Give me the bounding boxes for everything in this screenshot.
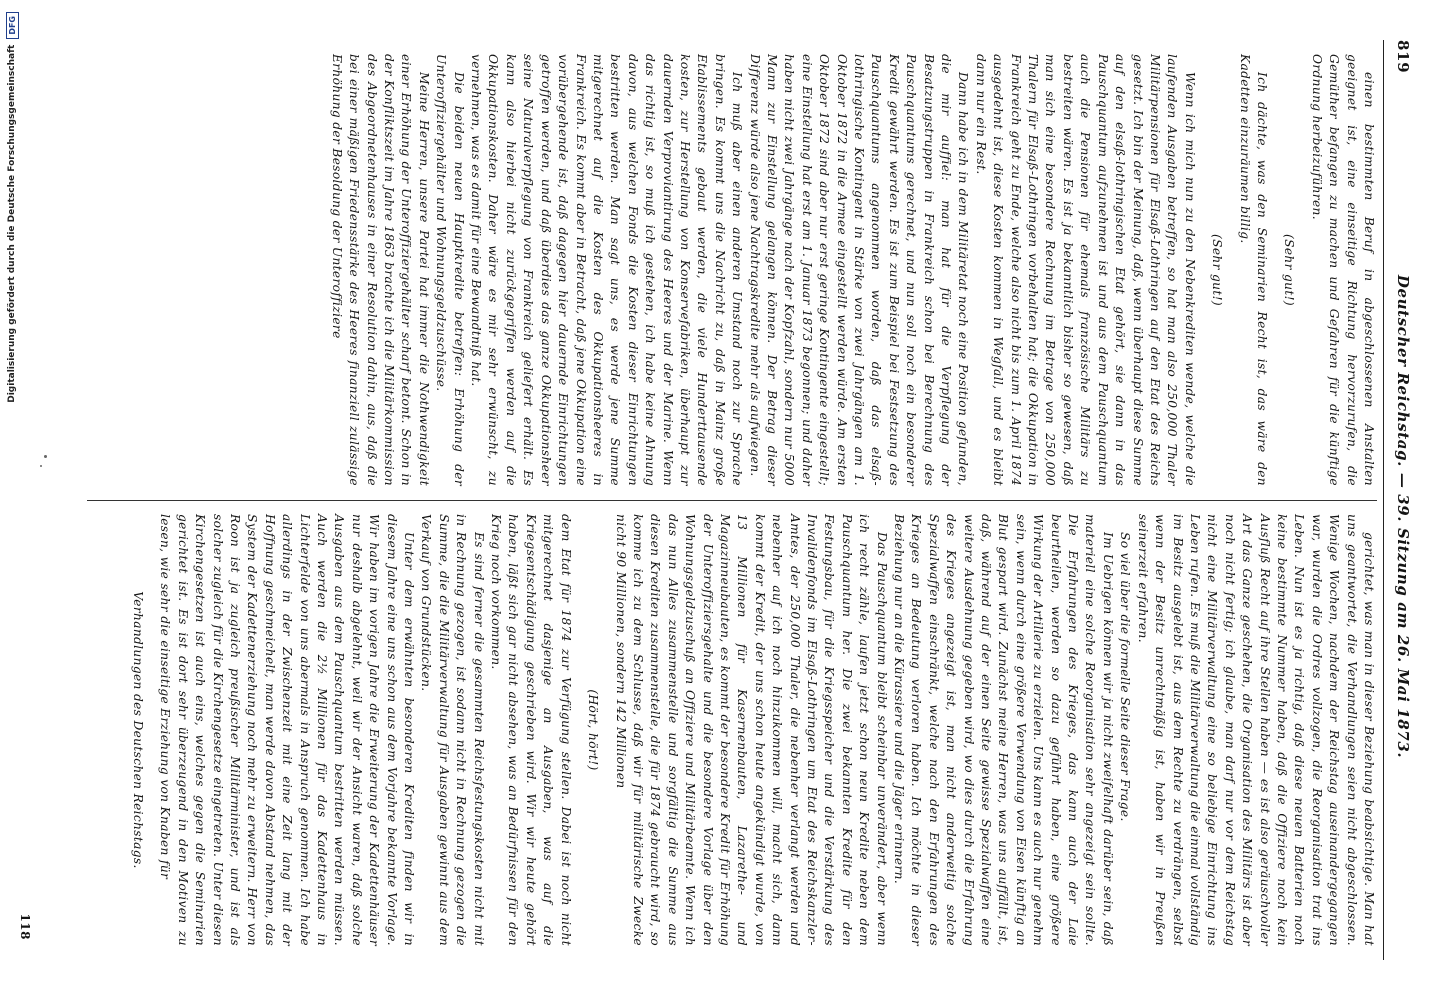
paragraph: Unter dem erwähnten besonderen Krediten finden wir in diesem Jahre eine uns schon aus dem Vorjahre bekannte Vorlage. Wir haben im vorigen Jahre die Erweiterung der Kadettenhäuser nur deshalb abgelehnt, weil wir der Ansicht waren, daß solche Ausgaben aus dem Pauschquantum bestritten werden müssen. Auch werden die 2½ Millionen für das Kadettenhaus in Lichterfelde von uns abermals in Anspruch genommen. Ich habe allerdings in der Zwischenzeit mit eine Zeit lang mit der Hoffnung geschmeichelt, man werde davon Abstand nehmen, das System der Kadettenerziehung noch mehr zu erweitern. Herr von Roon ist ja zugleich preußischer Militärminister, und ist als solcher zugleich für die Kirchengesetze eingetreten. Unter diesen Kirchengesetzen ist auch eins, welches gegen die Seminarien gerichtet ist. Es ist dort sehr überzeugend in den Motiven zu lesen, wie sehr die einseitige Erziehung von Knaben für <box>158 514 417 946</box>
paragraph: Das Pauschquantum bleibt scheinbar unverändert, aber wenn ich recht zähle, laufen jetzt schon neun Kredite neben dem Pauschquantum her. Die zwei bekannten Kredite für den Festungsbau, für die Kriegsspeicher und die Verstärkung des Invalidenfonds im Elsaß-Lothringen um Etat des Reichskanzler-Amtes, der 250,000 Thaler, die nebenher verlangt werden und nebenher auf ich noch hinzukommen will, macht sich, dann kommt der Kredit, der uns schon heute angekündigt wurde, von 13 Millionen für Kasernenbauten, Lazarethe- und Magazinneubauten, es kommt der besondere Kredit für Erhöhung der Unteroffiziersgehalte und die besondere Vorlage über den Wohnungsgeldzuschuß an Offiziere und Militärbeamte. Wenn ich das nun Alles zusammenstelle und sorgfältig die Summe aus diesen Krediten zusammenstelle, die für 1874 gebraucht wird, so komme ich zu dem Schlusse, daß wir für militärische Zwecke nicht 90 Millionen, sondern 142 Millionen <box>613 514 889 946</box>
paragraph: Im Uebrigen können wir ja nicht zweifelhaft darüber sein, daß materiell eine solche Reorganisation sehr angezeigt sein sollte. Die Erfahrungen des Krieges, das kann auch der Laie beurtheilen, werden so dazu geführt haben, eine größere Wirkung der Artillerie zu erzielen. Uns kann es auch nur genehm sein, wenn durch eine größere Verwendung von Eisen künftig an Blut gespart wird. Zunächst meine Herren, was uns auffällt, ist, daß, während auf der einen Seite gewisse Spezialwaffen eine weitere Ausdehnung gegeben wird, wo dies durch die Erfahrung des Krieges angezeigt ist, man nicht anderweitig solche Spezialwaffen einschränkt, welche nach den Erfahrungen des Krieges an Bedeutung verloren haben. Ich möchte in dieser Beziehung nur an die Kürassiere und die Jäger erinnern. <box>892 514 1115 946</box>
paragraph: Meine Herren, unsere Partei hat immer die Nothwendigkeit einer Erhöhung der Unteroffiziergehälter scharf betont. Schon in der Konfliktszeit im Jahre 1863 brachte ich die Militärkommission des Abgeordnetenhauses in einer Resolution dahin, aus, daß die bei einer mäßigen Friedensstärke des Heeres finanziell zulässige Erhöhung der Besoldung der Unteroffiziere <box>329 54 431 486</box>
scan-speck <box>44 455 47 458</box>
digitization-credit <box>0 0 24 1000</box>
header-left: 819 <box>1394 40 1412 74</box>
right-column <box>87 500 1377 960</box>
text-columns <box>87 40 1377 960</box>
credit-text: Digitalisierung gefördert durch die Deutsche Forschungsgemeinschaft <box>7 44 17 403</box>
dfg-logo-icon: DFG <box>6 12 19 39</box>
running-header <box>1383 40 1412 960</box>
page-number: 118 <box>18 913 32 940</box>
paragraph: So viel über die formelle Seite dieser Frage. <box>1118 532 1133 822</box>
interjection: (Sehr gut!) <box>1210 234 1225 306</box>
paragraph: Ich muß aber einen anderen Umstand noch zur Sprache bringen. Es kommt uns die Nachricht zu, daß in Mainz große Etablissements gebaut werden, die viele Hunderttausende kosten, zur Herstellung von Konservefabriken, überhaupt zur dauernden Verproviantirung des Heeres und der Marine. Wenn das richtig ist, so muß ich gestehen, ich habe keine Ahnung davon, aus welchen Fonds die Kosten dieser Einrichtungen bestritten werden. Man sagt uns, es werde jene Summe mitgerechnet auf die Kosten des Okkupationsheeres in Frankreich. Es kommt aber in Betracht, daß jene Okkupation eine vorübergehende ist, daß dagegen hier dauernde Einrichtungen getroffen werden, und daß überdies das ganze Okkupationsheer seine Naturalverpflegung von Frankreich geliefert erhält. Es kann also hierbei nicht zurückgegriffen werden auf die Okkupationskosten. Daher wäre es mir sehr erwünscht, zu vernehmen, was es damit für eine Bewandtniß hat. <box>469 54 745 486</box>
paragraph: dem Etat für 1874 zur Verfügung stellen. Dabei ist noch nicht mitgerechnet dasjenige an Ausgaben, was auf die Kriegsentschädigung geschrieben wird. Wir wir heute gehört haben, läßt sich gar nicht absehen, was an Bedürfnissen für den Krieg noch vorkommen. <box>489 514 573 946</box>
scan-speck <box>40 465 42 467</box>
paragraph: gerichtet, was man in dieser Beziehung beabsichtige. Man hat uns geantwortet, die Verhandlungen seien nicht abgeschlossen. Wenige Wochen, nachdem der Reichstag auseinandergegangen war, wurden die Ordres vollzogen, die Reorganisation trat ins Leben. Nun ist es ja richtig, daß diese neuen Batterien noch keine bestimmte Nummer haben, daß die Offiziere noch kein Ausfluß Recht auf ihre Stellen haben — es ist also geräuschvoller Art das Ganze geschehen, die Organisation des Militärs ist aber noch nicht fertig; ich glaube, man darf nur vor dem Reichstag nicht eine Militärverwaltung eine so beliebige Einrichtung ins Leben rufen. Es muß die Militärverwaltung die einmal vollständig im Besitz ausgelebt ist, aus dem Rechte zu verdrängen, selbst wenn der Besitz unrechtmäßig ist, haben wir in Preußen seinerzeit erfahren. <box>1135 514 1376 946</box>
paragraph: Die beiden neuen Hauptkredite betreffen: Erhöhung der Unteroffiziergehälter und Wohnungsgeldzuschüsse. <box>434 54 466 486</box>
interjection: (Sehr gut!) <box>1282 234 1297 306</box>
signature-line: Verhandlungen des Deutschen Reichstags. <box>130 591 145 869</box>
paragraph: Wenn ich mich nun zu den Nebenkrediten wende, welche die laufenden Ausgaben betreffen, so hat man also 250,000 Thaler Militärpensionen für Elsaß-Lothringen auf den Etat des Reichs gesetzt. Ich bin der Meinung, daß, wenn überhaupt diese Summe auf den elsaß-lothringischen Etat gehört, sie dann in das Pauschquantum aufzunehmen ist und aus dem Pauschquantum auch die Pensionen für ehemals französische Militärs zu bestreiten wären. Es ist ja bekanntlich bisher so gewesen, daß man sich eine besondere Rechnung im Betrage von 250,000 Thalern für Elsaß-Lothringen vorbehalten hat; die Okkupation in Frankreich geht zu Ende, welche also nicht bis zum 1. April 1874 ausgedehnt ist, diese Kosten kommen in Wegfall, und es bleibt dann nur ein Rest. <box>973 54 1197 486</box>
header-title: Deutscher Reichstag. — 39. Sitzung am 26. Mai 1873. <box>1394 274 1412 759</box>
paragraph: Dann habe ich in dem Militäretat noch eine Position gefunden, die mir auffiel: man hat für die Verpflegung der Besatzungstruppen in Frankreich schon bei Berechnung des Pauschquantums gerechnet, und nun soll noch ein besonderer Kredit gewährt werden. Es ist zum Beispiel bei Festsetzung des Pauschquantums angenommen worden, daß das elsaß-lothringische Kontingent in Stärke von zwei Jahrgängen am 1. Oktober 1872 in die Armee eingestellt werden würde. Am ersten Oktober 1872 sind aber nur erst geringe Kontingente eingestellt; eine Einstellung hat erst am 1. Januar 1873 begonnen; und daher haben nicht zwei Jahrgänge nach der Kopfzahl, sondern nur 5000 Mann zur Einstellung gelangen können. Der Betrag dieser Differenz würde also jene Nachtragskredite mehr als aufwiegen. <box>747 54 971 486</box>
column-divider <box>87 500 1377 501</box>
paragraph: einen bestimmten Beruf in abgeschlossenen Anstalten geeignet ist, eine einseitige Richtung hervorzurufen, die Gemüther befangen zu machen und Gefahren für die künftige Ordnung herbeizuführen. <box>1309 54 1376 486</box>
left-column <box>87 40 1377 500</box>
credit-strip <box>0 0 24 1000</box>
paragraph: Ich dächte, was den Seminarien Recht ist, das wäre den Kadetten einzuräumen billig. <box>1237 54 1269 486</box>
paragraph: Es sind ferner die gesammten Reichsfestungskosten nicht mit in Rechnung gezogen, ist sodann nicht in Rechnung gezogen die Summe, die die Militärverwaltung für Ausgaben gewinnt aus dem Verkauf von Grundstücken. <box>419 514 486 946</box>
interjection: (Hört, hört!) <box>586 689 601 771</box>
